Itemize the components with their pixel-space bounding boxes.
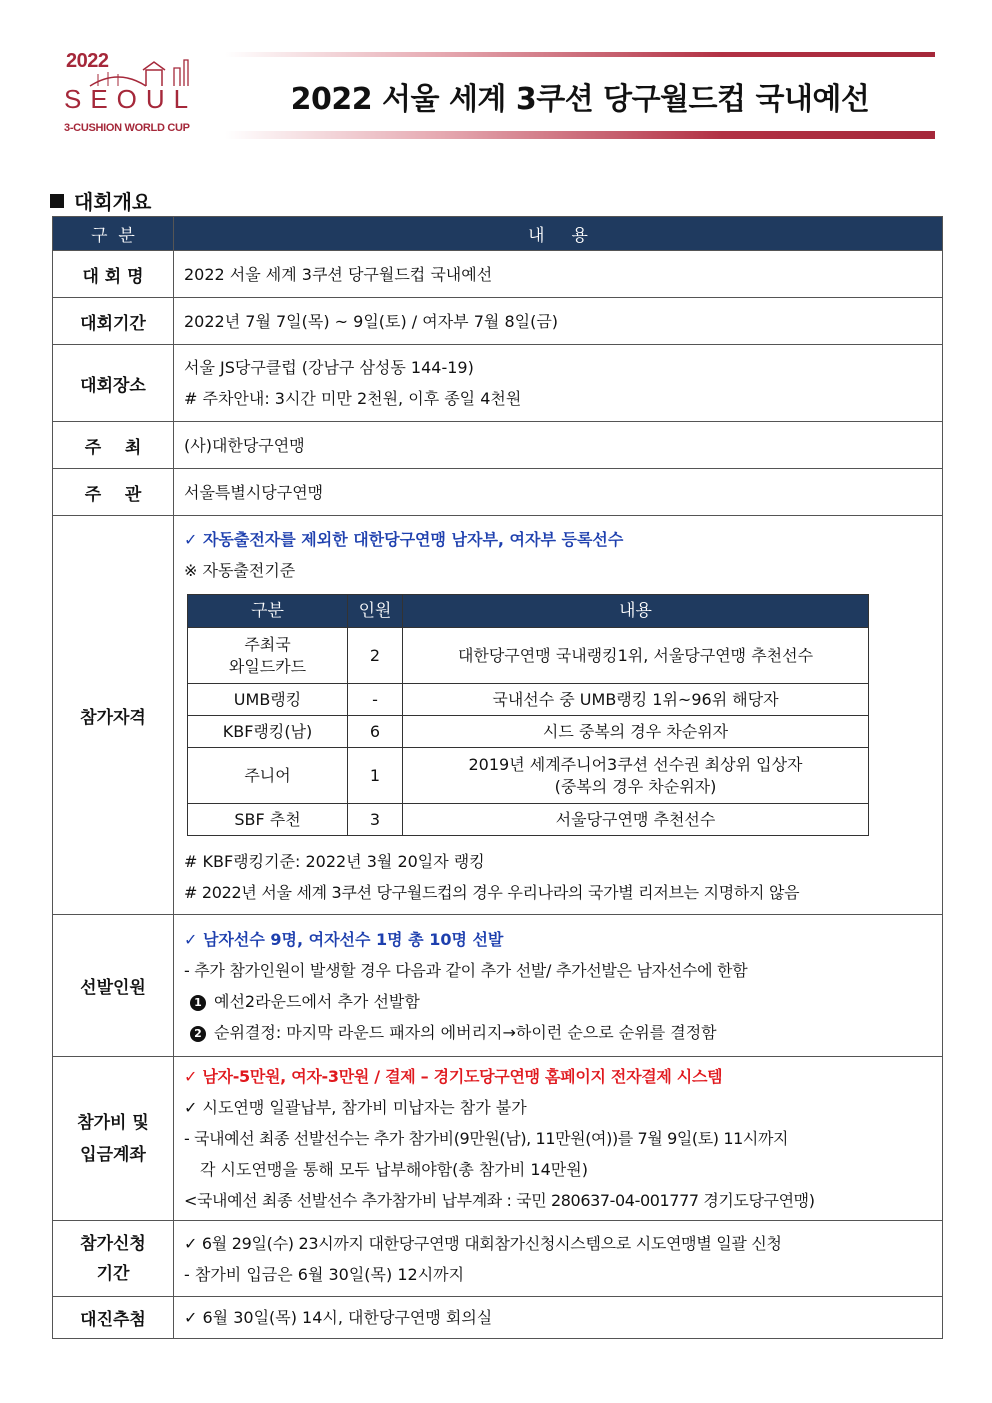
auto-entry-table bbox=[187, 594, 869, 836]
row-fee bbox=[53, 1057, 943, 1221]
inner-header-row bbox=[188, 595, 869, 628]
table-row bbox=[188, 684, 869, 716]
row-period bbox=[53, 298, 943, 345]
row-organizer bbox=[53, 469, 943, 516]
cell-category: UMB랭킹 bbox=[188, 684, 348, 716]
selection-item-1-text: 예선2라운드에서 추가 선발함 bbox=[214, 991, 420, 1011]
event-logo bbox=[58, 50, 206, 142]
value-selection bbox=[174, 915, 943, 1057]
header-content: 내 용 bbox=[174, 217, 943, 251]
title-bar-top bbox=[225, 52, 935, 57]
cell-category-line2: 와일드카드 bbox=[228, 656, 307, 676]
venue-parking: # 주차안내: 3시간 미만 2천원, 이후 종일 4천원 bbox=[184, 389, 522, 408]
eligibility-note: ※ 자동출전기준 bbox=[184, 561, 296, 580]
label-application-line2: 기간 bbox=[96, 1263, 130, 1284]
fee-line-2: - 국내예선 최종 선발선수는 추가 참가비(9만원(남), 11만원(여))를 7월 9일(토) 11시까지 bbox=[184, 1129, 789, 1148]
section-title: 대회개요 bbox=[74, 190, 152, 214]
number-2-icon: 2 bbox=[190, 1026, 206, 1042]
table-row bbox=[188, 716, 869, 748]
venue-address: 서울 JS당구클럽 (강남구 삼성동 144-19) bbox=[184, 358, 474, 377]
label-application-line1: 참가신청 bbox=[80, 1233, 146, 1254]
logo-year: 2022 bbox=[66, 50, 109, 72]
row-venue bbox=[53, 345, 943, 422]
eligibility-footnote-2: # 2022년 서울 세계 3쿠션 당구월드컵의 경우 우리나라의 국가별 리저브는 지명하지 않음 bbox=[184, 883, 800, 902]
logo-tagline: 3-CUSHION WORLD CUP bbox=[64, 122, 190, 134]
label-host: 주 최 bbox=[53, 422, 174, 469]
value-host: (사)대한당구연맹 bbox=[174, 422, 943, 469]
fee-highlight: ✓ 남자-5만원, 여자-3만원 / 결제 – 경기도당구연맹 홈페이지 전자결제 시스템 bbox=[184, 1067, 723, 1086]
document-title: 2022 서울 세계 3쿠션 당구월드컵 국내예선 bbox=[290, 82, 870, 117]
value-period: 2022년 7월 7일(목) ~ 9일(토) / 여자부 7월 8일(금) bbox=[174, 298, 943, 345]
cell-category: SBF 추천 bbox=[188, 804, 348, 836]
application-line-1: ✓ 6월 29일(수) 23시까지 대한당구연맹 대회참가신청시스템으로 시도연맹별 일괄 신청 bbox=[184, 1233, 782, 1253]
cell-desc: 시드 중복의 경우 차순위자 bbox=[403, 716, 869, 748]
number-1-icon: 1 bbox=[190, 995, 206, 1011]
label-organizer: 주 관 bbox=[53, 469, 174, 516]
table-row bbox=[188, 804, 869, 836]
inner-header-count: 인원 bbox=[348, 595, 403, 628]
value-eligibility bbox=[174, 516, 943, 915]
cell-category-line1: 주최국 bbox=[244, 634, 291, 654]
fee-line-1: ✓ 시도연맹 일괄납부, 참가비 미납자는 참가 불가 bbox=[184, 1098, 527, 1117]
cell-desc: 국내선수 중 UMB랭킹 1위~96위 해당자 bbox=[403, 684, 869, 716]
label-venue: 대회장소 bbox=[53, 345, 174, 422]
row-name bbox=[53, 251, 943, 298]
value-fee bbox=[174, 1057, 943, 1221]
cell-count: - bbox=[348, 684, 403, 716]
cell-count: 6 bbox=[348, 716, 403, 748]
inner-header-desc: 내용 bbox=[403, 595, 869, 628]
value-draw: ✓ 6월 30일(목) 14시, 대한당구연맹 회의실 bbox=[174, 1297, 943, 1339]
label-selection: 선발인원 bbox=[53, 915, 174, 1057]
overview-table bbox=[52, 216, 943, 1339]
fee-account: <국내예선 최종 선발선수 추가참가비 납부계좌 : 국민 280637-04-001777 경기도당구연맹) bbox=[184, 1191, 815, 1210]
cell-count: 2 bbox=[348, 628, 403, 684]
label-name: 대 회 명 bbox=[53, 251, 174, 298]
row-application bbox=[53, 1221, 943, 1297]
square-bullet-icon bbox=[50, 194, 64, 208]
value-venue bbox=[174, 345, 943, 422]
label-eligibility: 참가자격 bbox=[53, 516, 174, 915]
cell-desc bbox=[403, 748, 869, 804]
cell-category bbox=[188, 628, 348, 684]
cell-desc: 서울당구연맹 추천선수 bbox=[403, 804, 869, 836]
cell-category: 주니어 bbox=[188, 748, 348, 804]
value-name: 2022 서울 세계 3쿠션 당구월드컵 국내예선 bbox=[174, 251, 943, 298]
row-selection bbox=[53, 915, 943, 1057]
fee-line-3: 각 시도연맹을 통해 모두 납부해야함(총 참가비 14만원) bbox=[200, 1160, 588, 1179]
cell-category: KBF랭킹(남) bbox=[188, 716, 348, 748]
application-line-2: - 참가비 입금은 6월 30일(목) 12시까지 bbox=[184, 1264, 465, 1284]
selection-highlight: ✓ 남자선수 9명, 여자선수 1명 총 10명 선발 bbox=[184, 929, 504, 949]
selection-item-1 bbox=[184, 986, 932, 1017]
row-draw bbox=[53, 1297, 943, 1339]
label-fee-line2: 입금계좌 bbox=[80, 1144, 146, 1165]
table-row bbox=[188, 628, 869, 684]
section-heading bbox=[50, 186, 151, 215]
label-fee bbox=[53, 1057, 174, 1221]
title-bar-bottom bbox=[225, 131, 935, 139]
value-organizer: 서울특별시당구연맹 bbox=[174, 469, 943, 516]
inner-header-category: 구분 bbox=[188, 595, 348, 628]
table-header-row bbox=[53, 217, 943, 251]
table-row bbox=[188, 748, 869, 804]
header-category: 구 분 bbox=[53, 217, 174, 251]
row-host bbox=[53, 422, 943, 469]
eligibility-footnote-1: # KBF랭킹기준: 2022년 3월 20일자 랭킹 bbox=[184, 852, 485, 871]
selection-line-1: - 추가 참가인원이 발생할 경우 다음과 같이 추가 선발/ 추가선발은 남자선수에 한함 bbox=[184, 960, 748, 980]
selection-item-2-text: 순위결정: 마지막 라운드 패자의 에버리지→하이런 순으로 순위를 결정함 bbox=[214, 1022, 717, 1042]
row-eligibility bbox=[53, 516, 943, 915]
label-draw: 대진추첨 bbox=[53, 1297, 174, 1339]
selection-item-2 bbox=[184, 1017, 932, 1048]
value-application bbox=[174, 1221, 943, 1297]
cell-count: 3 bbox=[348, 804, 403, 836]
label-application bbox=[53, 1221, 174, 1297]
label-period: 대회기간 bbox=[53, 298, 174, 345]
cell-desc: 대한당구연맹 국내랭킹1위, 서울당구연맹 추천선수 bbox=[403, 628, 869, 684]
cell-desc-line1: 2019년 세계주니어3쿠션 선수권 최상위 입상자 bbox=[468, 754, 803, 774]
cell-count: 1 bbox=[348, 748, 403, 804]
logo-city: SEOUL bbox=[64, 84, 198, 114]
cell-desc-line2: (중복의 경우 차순위자) bbox=[554, 776, 717, 796]
eligibility-highlight: ✓ 자동출전자를 제외한 대한당구연맹 남자부, 여자부 등록선수 bbox=[184, 530, 624, 549]
label-fee-line1: 참가비 및 bbox=[77, 1112, 149, 1133]
